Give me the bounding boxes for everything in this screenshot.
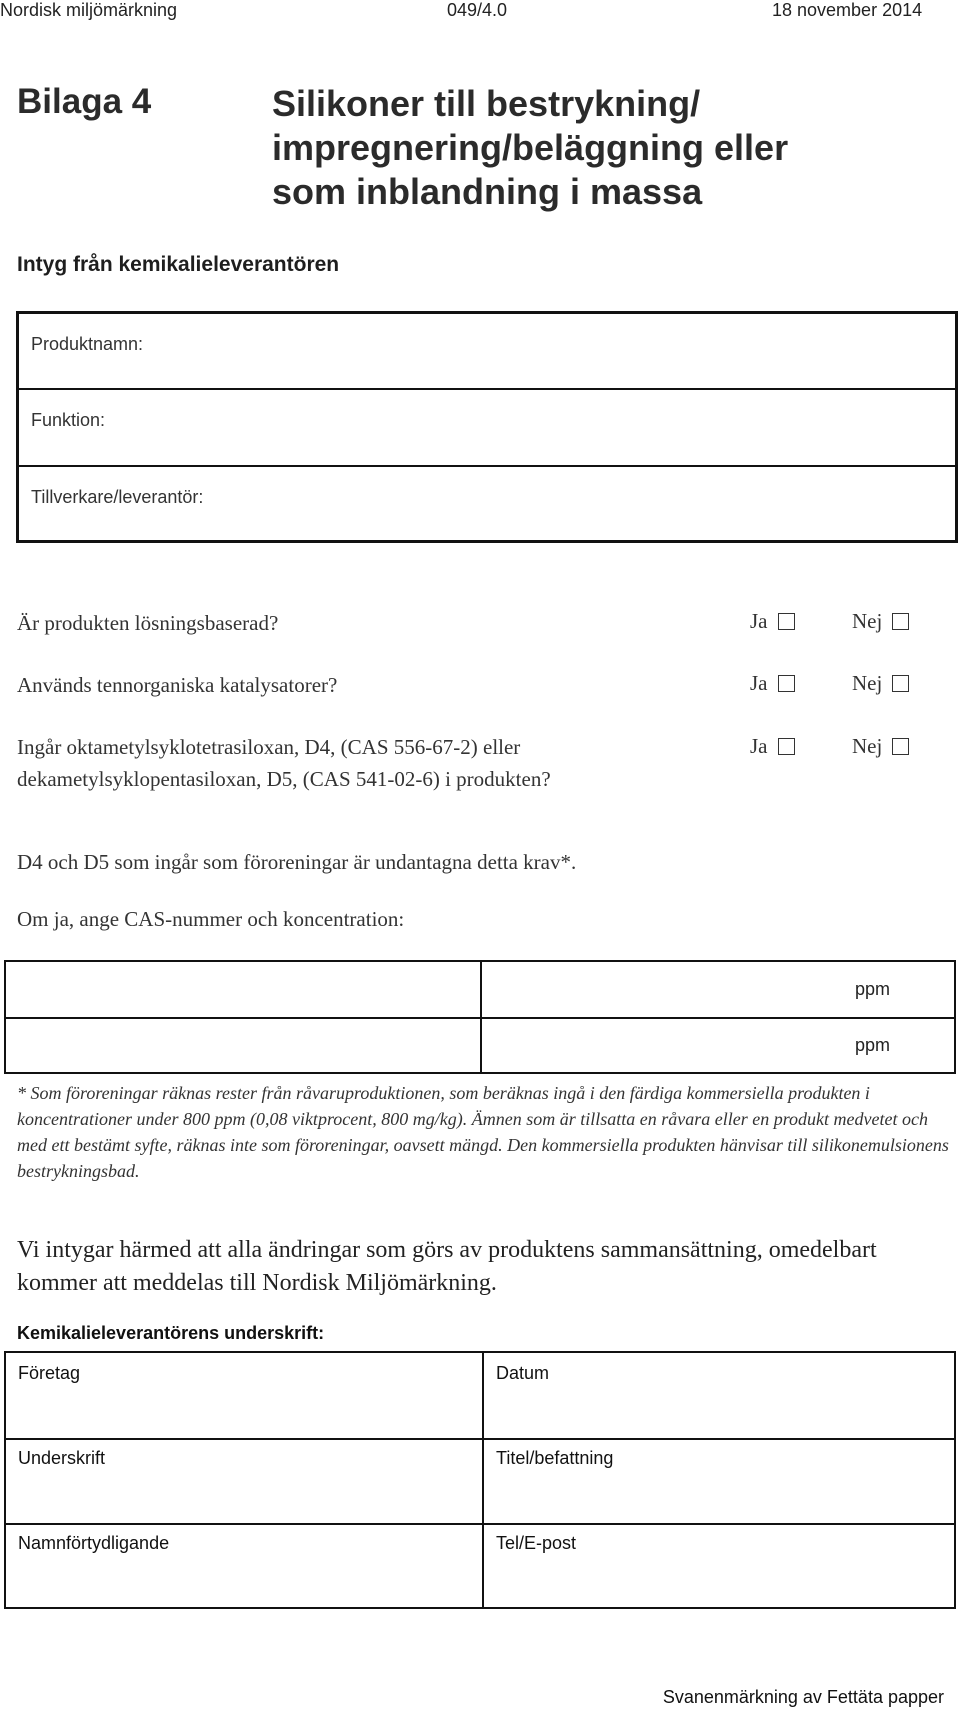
cas-prompt: Om ja, ange CAS-nummer och koncentration: — [17, 907, 405, 931]
company-label: Företag — [18, 1363, 81, 1383]
q3-no-option[interactable] — [852, 734, 909, 759]
title-line-2: impregnering/beläggning eller — [272, 127, 789, 168]
title-line-1: Silikoner till bestrykning/ — [272, 83, 701, 124]
impurity-footnote: * Som föroreningar räknas rester från råvaruproduktionen, som beräknas ingå i den färdiga kommersiella produkten i koncentrationer under 800 ppm (0,08 viktprocent, 800 mg/kg). Ämnen som är tillsatta en råvara eller en produkt medvetet och med ett bestämt syfte, räknas inte som föroreningar, oavsett mängd. Den kommersiella produkten hänvisar till silikonemulsionens bestrykningsbad. — [17, 1083, 949, 1181]
checkbox-icon[interactable] — [892, 613, 909, 630]
header-date: 18 november 2014 — [772, 0, 923, 20]
checkbox-icon[interactable] — [892, 675, 909, 692]
ppm-unit-1: ppm — [854, 979, 890, 999]
signature-field[interactable] — [6, 1440, 482, 1523]
cas-table — [4, 960, 956, 1074]
manufacturer-label: Tillverkare/leverantör: — [31, 487, 204, 507]
header-version: 049/4.0 — [447, 0, 508, 20]
yes-label: Ja — [750, 671, 768, 695]
function-label: Funktion: — [31, 410, 106, 430]
checkbox-icon[interactable] — [778, 738, 795, 755]
no-label: Nej — [852, 671, 883, 695]
declaration-text: Vi intygar härmed att alla ändringar som görs av produktens sammansättning, omedelbart kommer att meddelas till Nordisk Miljömärkning. — [17, 1237, 877, 1296]
title-line-3: som inblandning i massa — [272, 171, 703, 212]
cas-number-field-1[interactable] — [6, 962, 480, 1017]
signature-table — [4, 1351, 956, 1609]
question-organotin-catalysts: Används tennorganiska katalysatorer? — [17, 673, 338, 697]
question-d4-d5-line-1: Ingår oktametylsyklotetrasiloxan, D4, (CAS 556-67-2) eller — [17, 735, 521, 759]
name-clarification-label: Namnförtydligande — [18, 1533, 170, 1553]
header-left: Nordisk miljömärkning — [0, 0, 178, 20]
date-label: Datum — [496, 1363, 550, 1383]
question-d4-d5-line-2: dekametylsyklopentasiloxan, D5, (CAS 541-02-6) i produkten? — [17, 767, 551, 791]
manufacturer-field[interactable] — [19, 467, 955, 543]
name-clarification-field[interactable] — [6, 1525, 482, 1607]
phone-email-label: Tel/E-post — [496, 1533, 577, 1553]
annex-label: Bilaga 4 — [17, 82, 152, 121]
checkbox-icon[interactable] — [892, 738, 909, 755]
page-footer: Svanenmärkning av Fettäta papper — [662, 1687, 944, 1707]
ppm-unit-2: ppm — [854, 1035, 890, 1055]
q2-no-option[interactable] — [852, 671, 909, 696]
company-field[interactable] — [6, 1353, 482, 1438]
cas-number-field-2[interactable] — [6, 1019, 480, 1072]
subtitle: Intyg från kemikalieleverantören — [17, 253, 340, 276]
signature-label: Underskrift — [18, 1448, 106, 1468]
job-title-field[interactable] — [484, 1440, 954, 1523]
question-solvent-based: Är produkten lösningsbaserad? — [17, 611, 279, 635]
checkbox-icon[interactable] — [778, 675, 795, 692]
signature-heading: Kemikalieleverantörens underskrift: — [17, 1323, 325, 1343]
q2-yes-option[interactable] — [750, 671, 795, 696]
product-name-field[interactable] — [19, 314, 955, 390]
no-label: Nej — [852, 609, 883, 633]
q1-yes-option[interactable] — [750, 609, 795, 634]
yes-label: Ja — [750, 609, 768, 633]
d4-d5-exemption-note: D4 och D5 som ingår som föroreningar är undantagna detta krav*. — [17, 850, 577, 874]
product-info-box — [16, 311, 958, 543]
page-title — [272, 82, 932, 214]
yes-label: Ja — [750, 734, 768, 758]
product-name-label: Produktnamn: — [31, 334, 144, 354]
function-field[interactable] — [19, 390, 955, 467]
checkbox-icon[interactable] — [778, 613, 795, 630]
question-d4-d5 — [17, 731, 551, 795]
date-field[interactable] — [484, 1353, 954, 1438]
job-title-label: Titel/befattning — [496, 1448, 614, 1468]
q1-no-option[interactable] — [852, 609, 909, 634]
phone-email-field[interactable] — [484, 1525, 954, 1607]
no-label: Nej — [852, 734, 883, 758]
q3-yes-option[interactable] — [750, 734, 795, 759]
